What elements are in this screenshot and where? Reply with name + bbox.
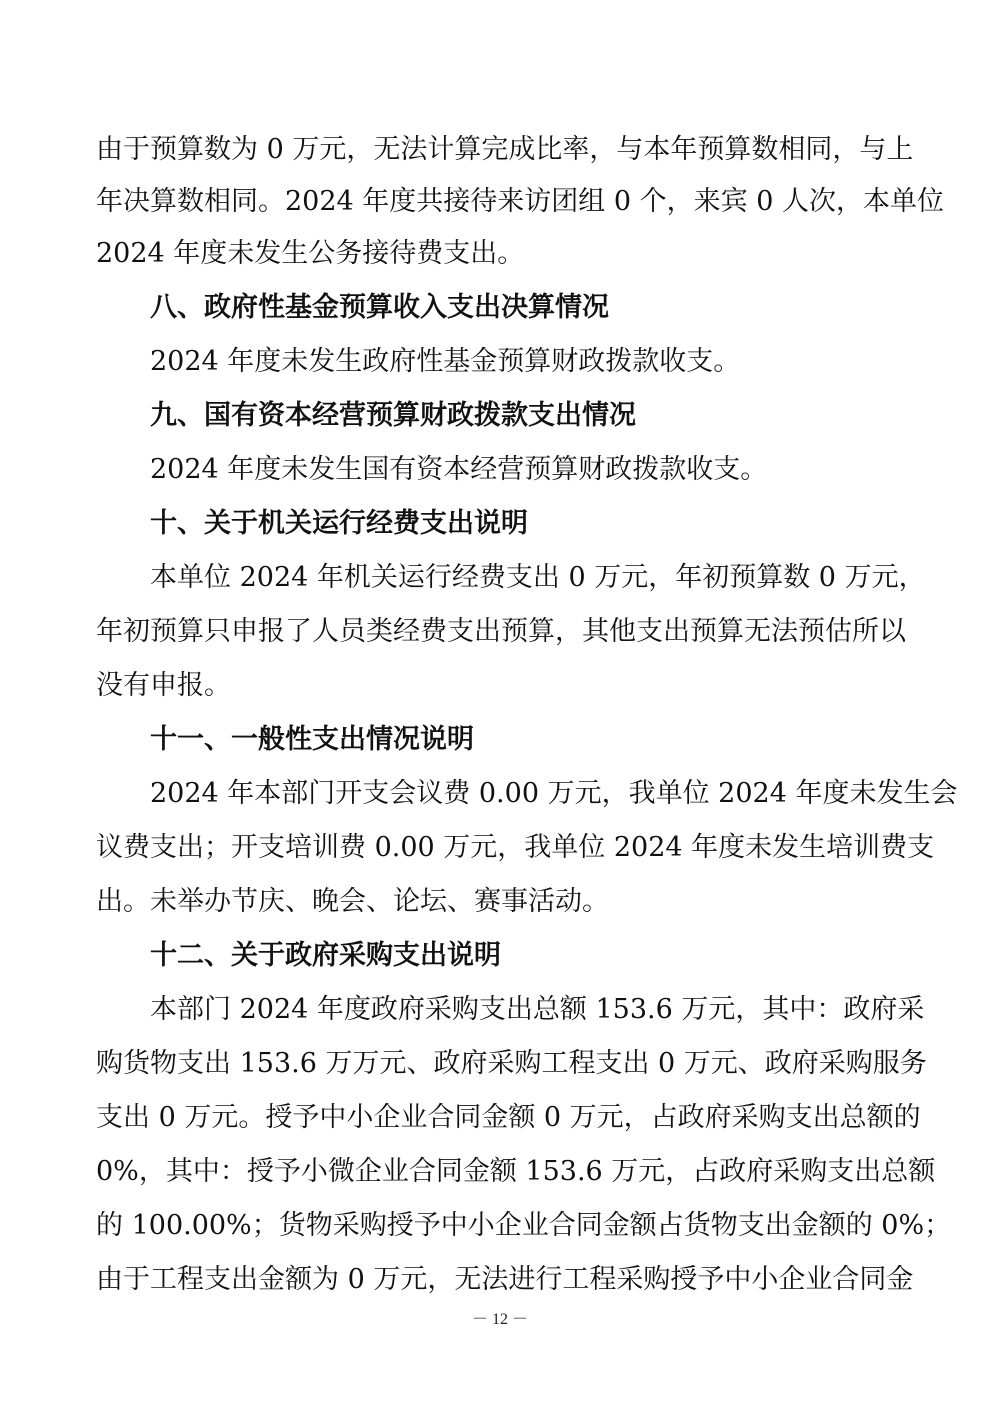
section-heading-11: 十一、一般性支出情况说明: [150, 724, 474, 755]
paragraph-line: 0%，其中：授予小微企业合同金额 153.6 万元，占政府采购支出总额: [96, 1156, 936, 1187]
paragraph-line: 本单位 2024 年机关运行经费支出 0 万元，年初预算数 0 万元，: [150, 562, 926, 593]
section-heading-8: 八、政府性基金预算收入支出决算情况: [150, 292, 609, 323]
paragraph-line: 年初预算只申报了人员类经费支出预算，其他支出预算无法预估所以: [96, 616, 906, 647]
paragraph-line: 本部门 2024 年度政府采购支出总额 153.6 万元，其中：政府采: [150, 994, 925, 1025]
paragraph-line: 2024 年度未发生政府性基金预算财政拨款收支。: [150, 346, 741, 377]
page-number: － 12 －: [471, 1311, 528, 1328]
paragraph-line: 议费支出；开支培训费 0.00 万元，我单位 2024 年度未发生培训费支: [96, 832, 935, 863]
section-heading-12: 十二、关于政府采购支出说明: [150, 940, 501, 971]
paragraph-line: 由于工程支出金额为 0 万元，无法进行工程采购授予中小企业合同金: [96, 1264, 914, 1295]
paragraph-line: 购货物支出 153.6 万万元、政府采购工程支出 0 万元、政府采购服务: [96, 1048, 927, 1079]
paragraph-line: 支出 0 万元。授予中小企业合同金额 0 万元，占政府采购支出总额的: [96, 1102, 921, 1133]
paragraph-line: 没有申报。: [96, 670, 231, 701]
paragraph-line: 2024 年本部门开支会议费 0.00 万元，我单位 2024 年度未发生会: [150, 778, 958, 809]
section-heading-9: 九、国有资本经营预算财政拨款支出情况: [150, 400, 636, 431]
paragraph-line: 由于预算数为 0 万元，无法计算完成比率，与本年预算数相同，与上: [96, 134, 914, 165]
paragraph-line: 年决算数相同。2024 年度共接待来访团组 0 个，来宾 0 人次，本单位: [96, 186, 944, 217]
paragraph-line: 2024 年度未发生国有资本经营预算财政拨款收支。: [150, 454, 768, 485]
paragraph-line: 的 100.00%；货物采购授予中小企业合同金额占货物支出金额的 0%；: [96, 1210, 952, 1241]
paragraph-line: 2024 年度未发生公务接待费支出。: [96, 238, 525, 269]
section-heading-10: 十、关于机关运行经费支出说明: [150, 508, 528, 539]
paragraph-line: 出。未举办节庆、晚会、论坛、赛事活动。: [96, 886, 609, 917]
